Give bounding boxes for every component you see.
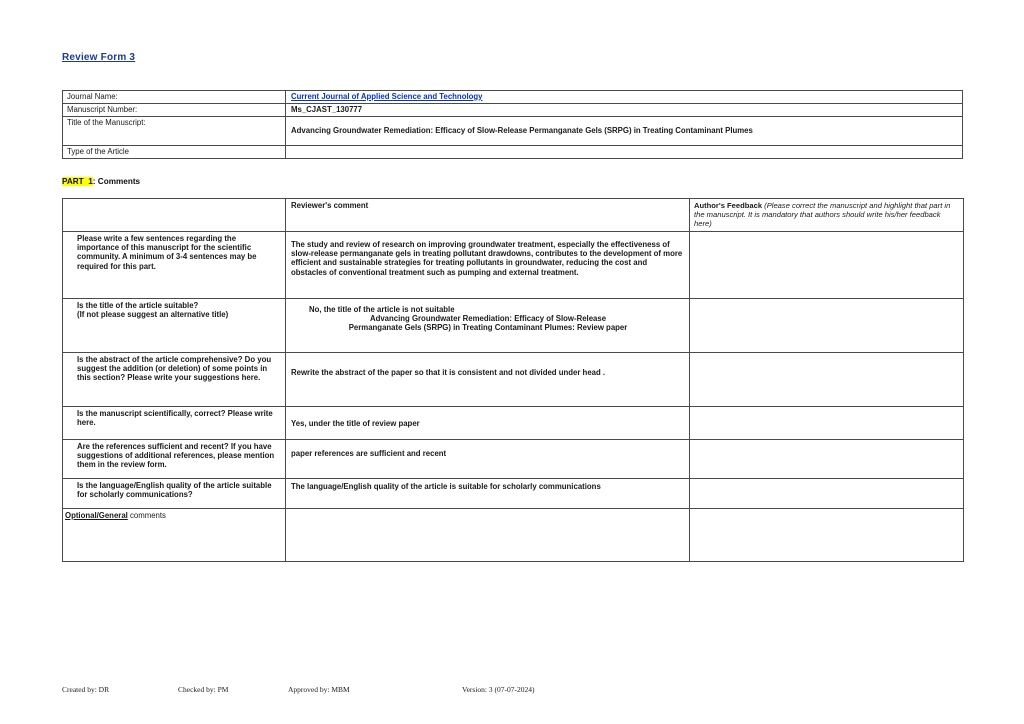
article-type-label: Type of the Article — [63, 146, 286, 159]
question-title-suitable — [63, 298, 286, 352]
author-feedback-cell[interactable] — [690, 439, 964, 478]
comment-title-suitable-line1: No, the title of the article is not suitable — [309, 304, 455, 314]
footer-version: Version: 3 (07-07-2024) — [462, 685, 535, 694]
comment-abstract: Rewrite the abstract of the paper so that it is consistent and not divided under head . — [286, 352, 690, 406]
review-comments-table — [62, 198, 964, 562]
article-type-row — [63, 146, 963, 159]
reviewer-comment-header: Reviewer's comment — [286, 199, 690, 232]
manuscript-title-label: Title of the Manuscript: — [63, 117, 286, 146]
author-feedback-header-note: (Please correct the manuscript and highlight that part in the manuscript. It is mandatory that authors should write his/her feedback here) — [694, 201, 951, 229]
optional-comments-label: comments — [127, 510, 166, 520]
comment-title-suitable-line3: Permanganate Gels (SRPG) in Treating Contaminant Plumes: Review paper — [348, 323, 628, 333]
author-feedback-cell[interactable] — [690, 478, 964, 508]
row-optional-comments — [63, 508, 964, 561]
question-optional-comments — [63, 508, 286, 561]
journal-name-label: Journal Name: — [63, 91, 286, 104]
author-feedback-cell[interactable] — [690, 406, 964, 439]
question-importance: Please write a few sentences regarding the importance of this manuscript for the scientific community. A minimum of 3-4 sentences may be required for this part. — [63, 231, 286, 298]
manuscript-number-row — [63, 104, 963, 117]
question-references: Are the references sufficient and recent? If you have suggestions of additional references, please mention them in the review form. — [63, 439, 286, 478]
author-feedback-cell[interactable] — [690, 231, 964, 298]
author-feedback-cell[interactable] — [690, 298, 964, 352]
question-scientific: Is the manuscript scientifically, correct? Please write here. — [63, 406, 286, 439]
page-title: Review Form 3 — [62, 52, 136, 63]
part1-label: : Comments — [92, 177, 141, 186]
question-abstract: Is the abstract of the article comprehensive? Do you suggest the addition (or deletion) of some points in this section? Please write your suggestions here. — [63, 352, 286, 406]
manuscript-number-label: Manuscript Number: — [63, 104, 286, 117]
part1-heading — [62, 177, 140, 186]
part1-badge: PART 1 — [62, 177, 93, 186]
manuscript-meta-table — [62, 90, 963, 159]
footer-approved-by: Approved by: MBM — [288, 685, 350, 694]
journal-name-row — [63, 91, 963, 104]
question-title-suitable-line2: (If not please suggest an alternative title) — [77, 310, 229, 320]
comment-title-suitable — [286, 298, 690, 352]
header-empty-cell — [63, 199, 286, 232]
row-importance — [63, 231, 964, 298]
row-title-suitable — [63, 298, 964, 352]
footer-created-by: Created by: DR — [62, 685, 110, 694]
comment-references: paper references are sufficient and recent — [286, 439, 690, 478]
comment-title-suitable-line2: Advancing Groundwater Remediation: Efficacy of Slow-Release — [369, 314, 607, 324]
row-scientific — [63, 406, 964, 439]
question-title-suitable-line1: Is the title of the article suitable? — [77, 300, 199, 310]
footer-checked-by: Checked by: PM — [178, 685, 229, 694]
article-type-value — [286, 146, 963, 159]
row-language — [63, 478, 964, 508]
comment-optional — [286, 508, 690, 561]
question-language: Is the language/English quality of the article suitable for scholarly communications? — [63, 478, 286, 508]
author-feedback-header-title: Author's Feedback — [694, 201, 763, 210]
comment-scientific: Yes, under the title of review paper — [286, 406, 690, 439]
author-feedback-header — [690, 199, 964, 232]
comment-importance: The study and review of research on improving groundwater treatment, especially the effectiveness of slow-release permanganate gels in treating pollutant drawdowns, contributes to the development of more efficient and sustainable strategies for treating pollutants in groundwater, reducing the cost and obstacles of conventional treatment such as pumping and external treatment. — [286, 231, 690, 298]
review-table-header-row — [63, 199, 964, 232]
manuscript-number-value: Ms_CJAST_130777 — [286, 104, 963, 117]
journal-name-cell — [286, 91, 963, 104]
author-feedback-cell[interactable] — [690, 508, 964, 561]
row-abstract — [63, 352, 964, 406]
row-references — [63, 439, 964, 478]
manuscript-title-value: Advancing Groundwater Remediation: Efficacy of Slow-Release Permanganate Gels (SRPG) in Treating Contaminant Plumes — [286, 117, 963, 146]
manuscript-title-row — [63, 117, 963, 146]
optional-general-label: Optional/General — [65, 510, 128, 520]
comment-language: The language/English quality of the article is suitable for scholarly communications — [286, 478, 690, 508]
journal-link[interactable]: Current Journal of Applied Science and Technology — [291, 92, 483, 101]
author-feedback-cell[interactable] — [690, 352, 964, 406]
